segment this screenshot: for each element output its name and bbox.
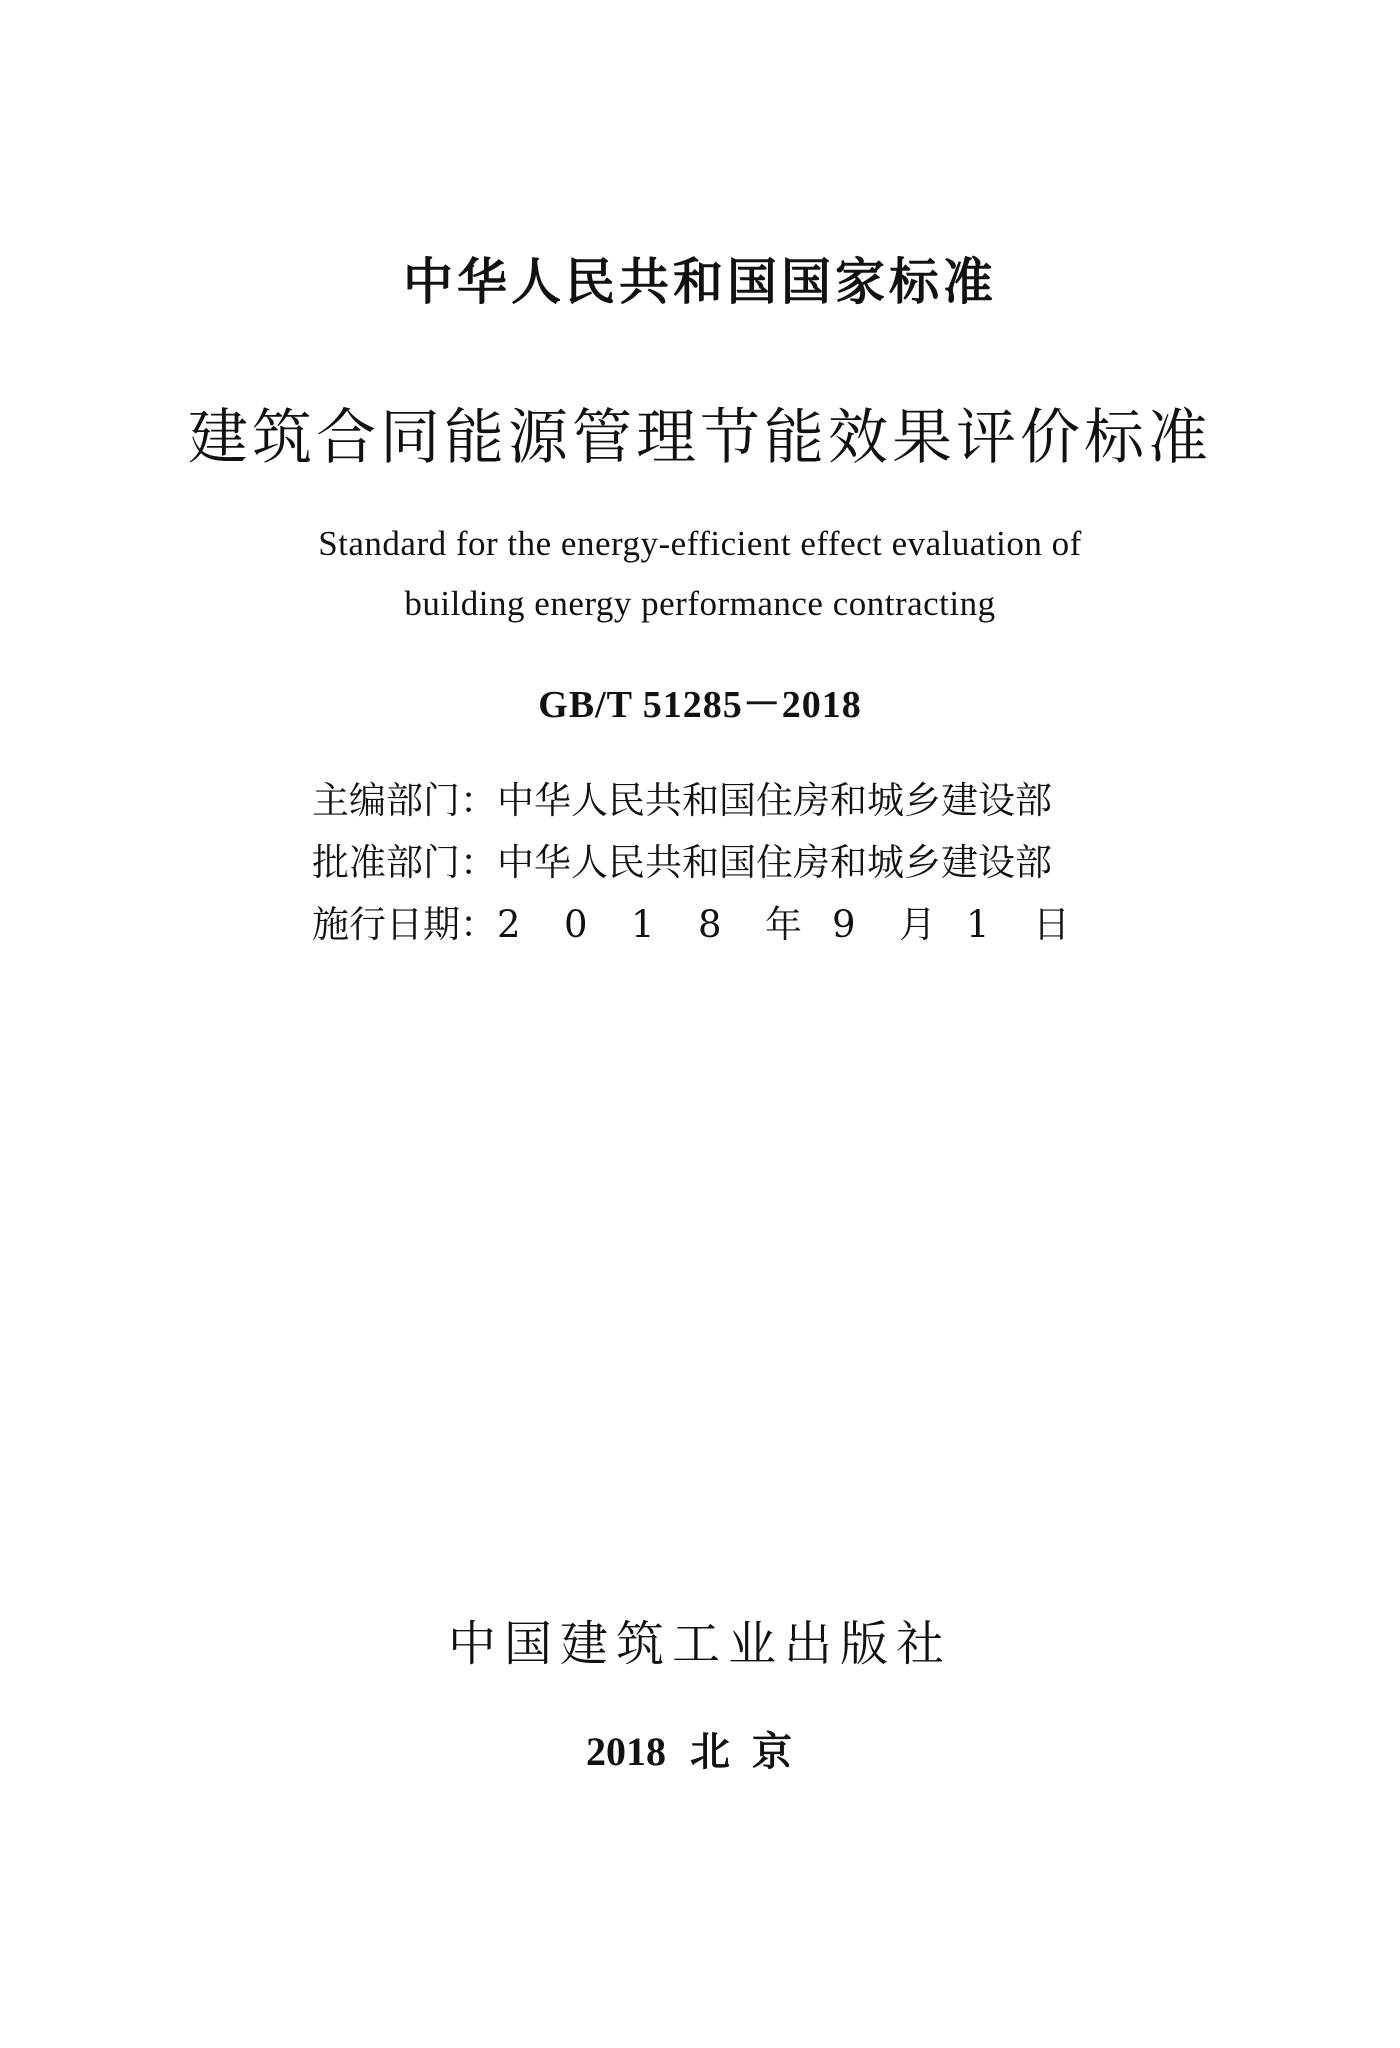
chief-editor-row bbox=[312, 770, 1112, 832]
effective-date-char: 0 bbox=[564, 903, 588, 946]
chief-editor-label: 主编部门： bbox=[312, 779, 497, 822]
effective-date-char: 月 bbox=[899, 903, 936, 946]
publication-city: 北京 bbox=[690, 1729, 814, 1775]
effective-date-row bbox=[312, 894, 1112, 956]
effective-date-char: 1 bbox=[966, 903, 990, 946]
effective-date-char: 1 bbox=[631, 903, 655, 946]
national-standard-heading: 中华人民共和国国家标准 bbox=[403, 253, 997, 311]
effective-date-char: 8 bbox=[698, 903, 722, 946]
effective-date-value bbox=[497, 894, 1100, 956]
effective-date-char: 9 bbox=[832, 903, 856, 946]
effective-date-char: 2 bbox=[497, 903, 521, 946]
publication-year: 2018 bbox=[586, 1729, 666, 1774]
standard-code: GB/T 51285－2018 bbox=[538, 684, 862, 726]
title-english-line-2: building energy performance contracting bbox=[404, 584, 996, 623]
title-chinese: 建筑合同能源管理节能效果评价标准 bbox=[188, 403, 1212, 473]
approval-label: 批准部门： bbox=[312, 841, 497, 884]
info-block bbox=[312, 770, 1112, 956]
title-english-line-1: Standard for the energy-efficient effect evaluation of bbox=[318, 524, 1082, 563]
approval-value: 中华人民共和国住房和城乡建设部 bbox=[497, 841, 1052, 884]
chief-editor-value: 中华人民共和国住房和城乡建设部 bbox=[497, 779, 1052, 822]
effective-date-char: 年 bbox=[765, 903, 802, 946]
effective-date-char: 日 bbox=[1033, 903, 1070, 946]
publication-year-city bbox=[0, 1728, 1400, 1776]
publisher-name: 中国建筑工业出版社 bbox=[447, 1616, 952, 1672]
approval-row bbox=[312, 832, 1112, 894]
effective-date-label: 施行日期： bbox=[312, 903, 497, 946]
